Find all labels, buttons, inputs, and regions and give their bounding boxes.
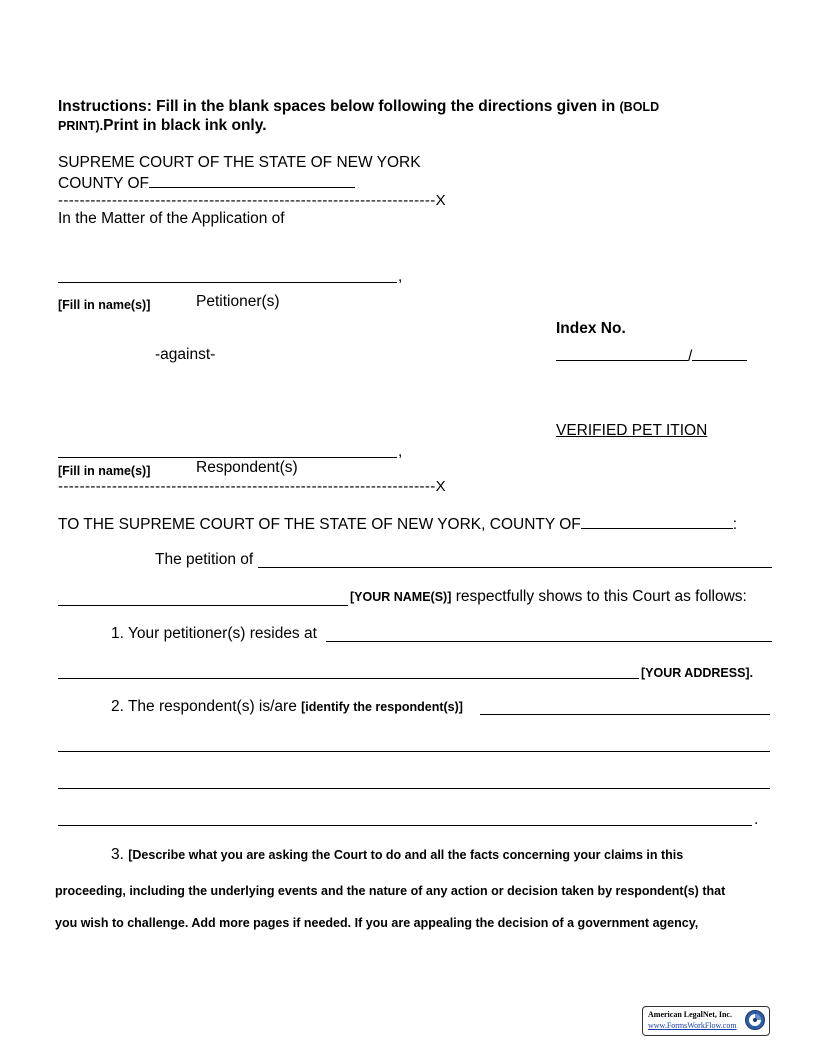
- your-names-tag: [YOUR NAME(S)]: [350, 590, 452, 604]
- petitioner-name-comma: ,: [398, 268, 403, 285]
- item-1-label: 1. Your petitioner(s) resides at: [111, 625, 317, 642]
- instructions-tail: Print in black ink only.: [103, 117, 267, 134]
- county-label: COUNTY OF: [58, 175, 149, 192]
- petition-of-label: The petition of: [155, 551, 254, 568]
- petition-of-blank[interactable]: [258, 567, 772, 568]
- county-line: [58, 173, 355, 193]
- against-label: -against-: [155, 346, 216, 363]
- residence-blank[interactable]: [326, 641, 772, 642]
- petitioner-label: Petitioner(s): [196, 293, 280, 310]
- item-3-number: 3.: [111, 846, 129, 863]
- divider-end-x: X: [435, 192, 447, 209]
- bold-print-tag: (BOLD: [619, 100, 660, 114]
- your-address-tag: [YOUR ADDRESS].: [641, 666, 754, 680]
- item-2-line: [111, 698, 463, 716]
- index-number-blank[interactable]: [556, 346, 688, 361]
- to-court-line: [58, 514, 737, 534]
- fill-name-tag-petitioner: [Fill in name(s)]: [58, 298, 151, 312]
- your-names-blank[interactable]: [58, 605, 348, 606]
- index-label: Index No.: [556, 320, 626, 337]
- shows-text: respectfully shows to this Court as follows:: [451, 588, 747, 605]
- logo-company-name: American LegalNet, Inc.: [648, 1010, 732, 1019]
- bold-print-tag-2: PRINT).: [58, 119, 104, 133]
- court-name: SUPREME COURT OF THE STATE OF NEW YORK: [58, 154, 421, 171]
- instructions-lead: Instructions: Fill in the blank spaces below following the directions given in: [58, 98, 620, 115]
- respondent-identity-blank-4[interactable]: [58, 825, 752, 826]
- petitioner-name-blank[interactable]: [58, 282, 397, 283]
- address-blank[interactable]: [58, 678, 639, 679]
- caption-divider-bottom: ----------------------------------------------------------------------X: [58, 478, 447, 495]
- logo-website-link[interactable]: www.FormsWorkFlow.com: [648, 1021, 737, 1030]
- item-3-line-3: you wish to challenge. Add more pages if needed. If you are appealing the decision of a government agency,: [55, 916, 699, 930]
- caption-divider-top: ----------------------------------------------------------------------X: [58, 192, 447, 209]
- item-2-label: 2. The respondent(s) is/are: [111, 698, 302, 715]
- index-separator: /: [688, 348, 693, 365]
- fill-name-tag-respondent: [Fill in name(s)]: [58, 464, 151, 478]
- item-3-text-1: [Describe what you are asking the Court to do and all the facts concerning your claims in this: [128, 848, 684, 862]
- instructions: [58, 98, 659, 116]
- index-number-field[interactable]: [556, 346, 747, 366]
- to-court-colon: :: [732, 516, 738, 533]
- respondent-label: Respondent(s): [196, 459, 298, 476]
- respondent-identity-blank-3[interactable]: [58, 788, 770, 789]
- globe-icon: [744, 1009, 766, 1031]
- shows-line: [350, 588, 747, 606]
- identify-respondent-tag: [identify the respondent(s)]: [301, 700, 463, 714]
- respondent-identity-blank-2[interactable]: [58, 751, 770, 752]
- respondent-name-comma: ,: [398, 443, 403, 460]
- respondent-name-blank[interactable]: [58, 457, 397, 458]
- to-court-text: TO THE SUPREME COURT OF THE STATE OF NEW YORK, COUNTY OF: [58, 516, 581, 533]
- document-title: VERIFIED PET ITION: [556, 422, 708, 439]
- county-blank[interactable]: [149, 173, 355, 188]
- instructions-line-2: [58, 117, 267, 135]
- to-court-county-blank[interactable]: [581, 514, 733, 529]
- divider-end-x-2: X: [435, 478, 447, 495]
- item-3-line-2: proceeding, including the underlying events and the nature of any action or decision taken by respondent(s) that: [55, 884, 726, 898]
- publisher-logo: [642, 1006, 770, 1036]
- respondent-identity-blank-1[interactable]: [480, 714, 770, 715]
- index-year-blank[interactable]: [692, 346, 747, 361]
- item-2-period: .: [754, 811, 759, 828]
- item-3-line-1: [111, 846, 683, 864]
- matter-of: In the Matter of the Application of: [58, 210, 285, 227]
